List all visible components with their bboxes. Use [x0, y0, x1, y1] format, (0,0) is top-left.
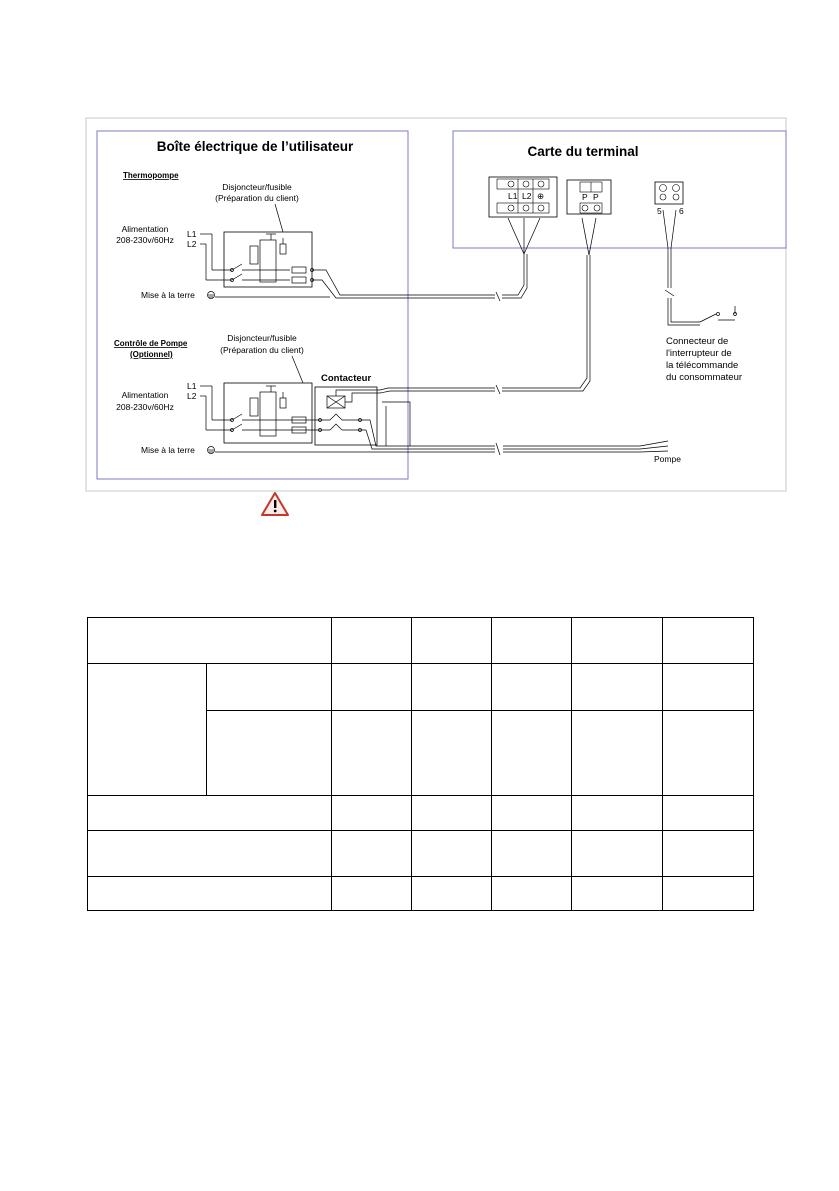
- table-cell: [663, 664, 754, 711]
- table-cell: [492, 831, 572, 877]
- pump-control-l1-label: L1: [187, 381, 197, 391]
- warning-triangle-icon: [262, 493, 288, 515]
- table-row: [88, 618, 754, 664]
- table-cell: [663, 796, 754, 831]
- heat-pump-breaker-line1: Disjoncteur/fusible: [222, 182, 292, 192]
- table-cell: [412, 877, 492, 911]
- pump-terminal-label-2: P: [593, 192, 599, 202]
- table-cell: [332, 831, 412, 877]
- terminal-ground-label: ⊕: [537, 191, 545, 201]
- heat-pump-power-line1: Alimentation: [121, 224, 169, 234]
- pump-control-heading-line1: Contrôle de Pompe: [114, 339, 188, 348]
- table-row: [88, 796, 754, 831]
- table-cell: [572, 618, 663, 664]
- table-cell: [572, 877, 663, 911]
- user-box-title: Boîte électrique de l’utilisateur: [156, 139, 354, 154]
- pump-label: Pompe: [654, 454, 681, 464]
- heat-pump-l1-label: L1: [187, 229, 197, 239]
- table-cell: [572, 796, 663, 831]
- heat-pump-ground-icon: [208, 292, 215, 299]
- switch-pin-6: 6: [679, 206, 684, 216]
- heat-pump-breaker-symbol: [200, 234, 314, 283]
- table-cell: [492, 711, 572, 796]
- table-cell: [332, 664, 412, 711]
- pump-terminal-label-1: P: [582, 192, 588, 202]
- table-cell: [492, 618, 572, 664]
- table-cell: [88, 877, 332, 911]
- contactor-label: Contacteur: [321, 373, 372, 384]
- heat-pump-heading: Thermopompe: [123, 171, 179, 180]
- diagram-frame: [86, 118, 786, 491]
- remote-label-line3: la télécommande: [666, 360, 739, 371]
- spec-table: [87, 617, 754, 911]
- pump-control-cable: [336, 218, 596, 402]
- pump-control-power-line2: 208-230v/60Hz: [116, 402, 174, 412]
- terminal-l1-label: L1: [508, 191, 518, 201]
- pump-control-breaker-line1: Disjoncteur/fusible: [227, 333, 297, 343]
- pump-control-ground-icon: [208, 447, 215, 454]
- heat-pump-cable: [215, 218, 540, 301]
- table-cell: [492, 664, 572, 711]
- pump-control-breaker-line2: (Préparation du client): [220, 345, 304, 355]
- table-cell: [663, 618, 754, 664]
- heat-pump-ground-label: Mise à la terre: [141, 290, 195, 300]
- table-cell: [88, 796, 332, 831]
- remote-label-line2: l'interrupteur de: [666, 348, 732, 359]
- remote-label-line4: du consommateur: [666, 372, 743, 383]
- terminal-l2-label: L2: [522, 191, 532, 201]
- table-cell: [492, 796, 572, 831]
- table-cell: [492, 877, 572, 911]
- table-cell: [412, 664, 492, 711]
- table-cell: [207, 664, 332, 711]
- remote-switch-cable: [663, 210, 737, 325]
- table-cell: [663, 711, 754, 796]
- heat-pump-power-line2: 208-230v/60Hz: [116, 235, 174, 245]
- table-cell: [88, 831, 332, 877]
- table-cell: [572, 831, 663, 877]
- terminal-board-title: Carte du terminal: [527, 144, 639, 159]
- table-cell: [332, 796, 412, 831]
- table-cell: [332, 618, 412, 664]
- table-row: [88, 664, 754, 711]
- table-cell: [663, 831, 754, 877]
- table-cell: [332, 711, 412, 796]
- table-cell: [412, 831, 492, 877]
- heat-pump-l2-label: L2: [187, 239, 197, 249]
- table-cell: [412, 618, 492, 664]
- table-row: [88, 831, 754, 877]
- switch-pin-5: 5: [657, 206, 662, 216]
- table-cell: [88, 664, 207, 796]
- table-cell: [663, 877, 754, 911]
- pump-terminal-block: [567, 180, 611, 214]
- pump-cable: [215, 402, 668, 455]
- table-cell: [207, 711, 332, 796]
- switch-terminal-screws: [660, 185, 680, 201]
- pump-control-l2-label: L2: [187, 391, 197, 401]
- pump-control-ground-label: Mise à la terre: [141, 445, 195, 455]
- table-cell: [412, 796, 492, 831]
- table-cell: [332, 877, 412, 911]
- heat-pump-breaker-line2: (Préparation du client): [215, 193, 299, 203]
- remote-label-line1: Connecteur de: [666, 336, 729, 347]
- pump-control-breaker-symbol: [200, 386, 330, 436]
- pump-control-heading-line2: (Optionnel): [130, 350, 173, 359]
- pump-control-breaker-leader: [292, 356, 303, 383]
- contactor-symbol: [319, 396, 362, 432]
- heat-pump-breaker-leader: [275, 204, 283, 232]
- table-row: [88, 877, 754, 911]
- pump-control-power-line1: Alimentation: [121, 390, 169, 400]
- table-cell: [412, 711, 492, 796]
- table-cell: [572, 664, 663, 711]
- switch-terminal-block: [655, 182, 683, 204]
- table-cell: [88, 618, 332, 664]
- table-cell: [572, 711, 663, 796]
